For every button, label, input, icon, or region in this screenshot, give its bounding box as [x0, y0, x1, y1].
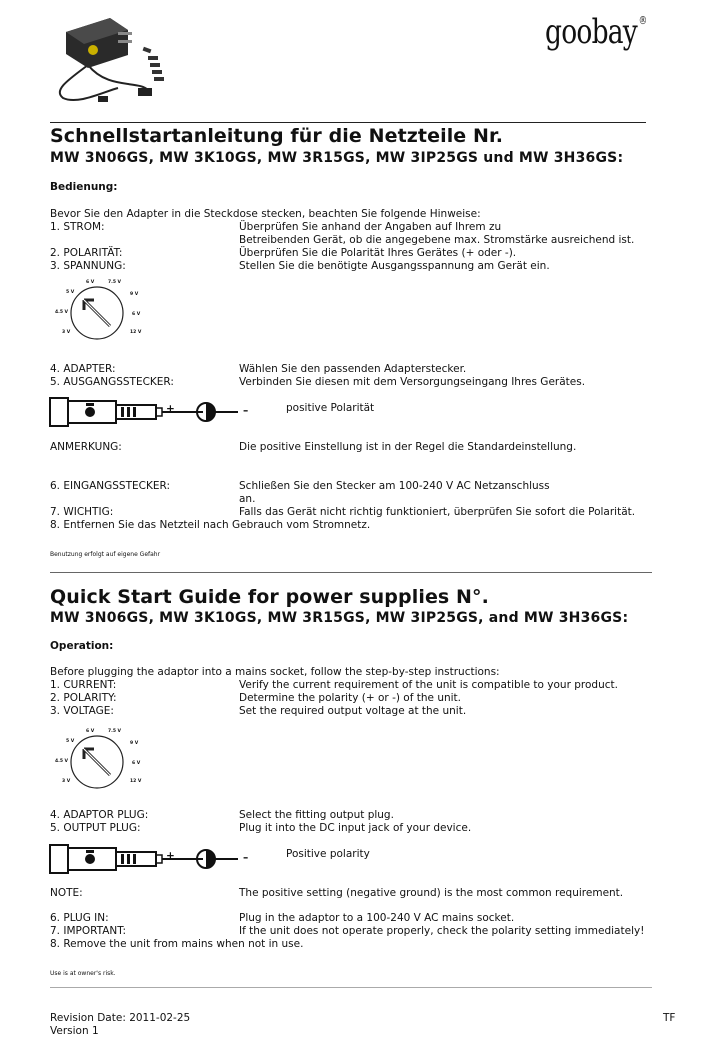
- de-step-1-label: 1. STROM:: [50, 221, 105, 233]
- polarity-plus-symbol: +: [166, 403, 175, 415]
- section-divider: [50, 572, 652, 573]
- en-step-4-label: 4. ADAPTOR PLUG:: [50, 809, 149, 821]
- en-step-7-text: If the unit does not operate properly, check the polarity setting immediately!: [239, 925, 645, 937]
- polarity-diagram: [48, 842, 263, 876]
- en-step-6-label: 6. PLUG IN:: [50, 912, 109, 924]
- brand-logo-text: goobay: [545, 12, 638, 52]
- en-step-2-text: Determine the polarity (+ or -) of the unit.: [239, 692, 462, 704]
- brand-logo: [545, 12, 646, 52]
- de-note-label: ANMERKUNG:: [50, 441, 122, 453]
- de-step-4-label: 4. ADAPTER:: [50, 363, 116, 375]
- en-title: Quick Start Guide for power supplies N°.: [50, 586, 489, 608]
- polarity-minus-symbol: –: [243, 405, 249, 417]
- dial-label-12v: 12 V: [130, 779, 142, 784]
- en-step-1-text: Verify the current requirement of the unit is compatible to your product.: [239, 679, 618, 691]
- de-section-heading: Bedienung:: [50, 181, 118, 193]
- en-note-text: The positive setting (negative ground) is the most common requirement.: [239, 887, 624, 899]
- en-note-label: NOTE:: [50, 887, 83, 899]
- dial-label-6v-right: 6 V: [132, 312, 141, 317]
- en-step-7-label: 7. IMPORTANT:: [50, 925, 127, 937]
- dial-label-9v: 9 V: [130, 292, 139, 297]
- en-step-8: 8. Remove the unit from mains when not in use.: [50, 938, 304, 950]
- de-step-3-label: 3. SPANNUNG:: [50, 260, 126, 272]
- de-step-7-label: 7. WICHTIG:: [50, 506, 114, 518]
- de-step-3-text: Stellen Sie die benötigte Ausgangsspannung am Gerät ein.: [239, 260, 550, 272]
- revision-date: Revision Date: 2011-02-25: [50, 1012, 191, 1024]
- de-step-1-text: Überprüfen Sie anhand der Angaben auf Ihrem zu: [239, 221, 502, 233]
- dial-label-4-5v: 4.5 V: [55, 310, 69, 315]
- de-step-2-text: Überprüfen Sie die Polarität Ihres Gerätes (+ oder -).: [239, 247, 517, 259]
- en-step-2-label: 2. POLARITY:: [50, 692, 117, 704]
- de-step-5-label: 5. AUSGANGSSTECKER:: [50, 376, 174, 388]
- en-models: MW 3N06GS, MW 3K10GS, MW 3R15GS, MW 3IP25GS, and MW 3H36GS:: [50, 610, 629, 626]
- de-note-text: Die positive Einstellung ist in der Regel die Standardeinstellung.: [239, 441, 577, 453]
- polarity-plus-symbol: +: [166, 850, 175, 862]
- en-section-heading: Operation:: [50, 640, 114, 652]
- en-step-5-label: 5. OUTPUT PLUG:: [50, 822, 141, 834]
- de-step-7-text: Falls das Gerät nicht richtig funktioniert, überprüfen Sie sofort die Polarität.: [239, 506, 636, 518]
- de-intro: Bevor Sie den Adapter in die Steckdose stecken, beachten Sie folgende Hinweise:: [50, 208, 481, 220]
- en-step-6-text: Plug in the adaptor to a 100-240 V AC mains socket.: [239, 912, 515, 924]
- en-disclaimer: Use is at owner's risk.: [50, 970, 116, 977]
- de-step-5-text: Verbinden Sie diesen mit dem Versorgungseingang Ihres Gerätes.: [239, 376, 586, 388]
- de-models: MW 3N06GS, MW 3K10GS, MW 3R15GS, MW 3IP25GS und MW 3H36GS:: [50, 150, 624, 166]
- en-step-5-text: Plug it into the DC input jack of your device.: [239, 822, 472, 834]
- voltage-dial: [52, 729, 142, 791]
- de-step-6-text-cont: an.: [239, 493, 256, 505]
- dial-label-3v: 3 V: [62, 779, 71, 784]
- de-disclaimer: Benutzung erfolgt auf eigene Gefahr: [50, 551, 161, 558]
- header-rule: [50, 122, 646, 123]
- voltage-dial: [52, 280, 142, 342]
- dial-label-6v-top: 6 V: [86, 280, 95, 285]
- en-step-4-text: Select the fitting output plug.: [239, 809, 394, 821]
- de-step-6-label: 6. EINGANGSSTECKER:: [50, 480, 170, 492]
- de-step-2-label: 2. POLARITÄT:: [50, 247, 123, 259]
- de-step-4-text: Wählen Sie den passenden Adapterstecker.: [239, 363, 467, 375]
- en-step-3-label: 3. VOLTAGE:: [50, 705, 114, 717]
- en-polarity-caption: Positive polarity: [286, 848, 370, 860]
- dial-label-3v: 3 V: [62, 330, 71, 335]
- dial-label-5v: 5 V: [66, 290, 75, 295]
- dial-label-12v: 12 V: [130, 330, 142, 335]
- de-title: Schnellstartanleitung für die Netzteile Nr.: [50, 125, 504, 147]
- version: Version 1: [50, 1025, 99, 1037]
- dial-label-7-5v: 7.5 V: [108, 729, 122, 734]
- en-step-3-text: Set the required output voltage at the unit.: [239, 705, 467, 717]
- dial-label-7-5v: 7.5 V: [108, 280, 122, 285]
- de-polarity-caption: positive Polarität: [286, 402, 375, 414]
- dial-label-9v: 9 V: [130, 741, 139, 746]
- footer-rule: [50, 987, 652, 988]
- de-step-6-text: Schließen Sie den Stecker am 100-240 V AC Netzanschluss: [239, 480, 550, 492]
- registered-mark: ®: [638, 14, 647, 27]
- en-intro: Before plugging the adaptor into a mains socket, follow the step-by-step instructions:: [50, 666, 500, 678]
- de-step-1-text-cont: Betreibenden Gerät, ob die angegebene max. Stromstärke ausreichend ist.: [239, 234, 635, 246]
- polarity-diagram: [48, 395, 263, 429]
- dial-label-4-5v: 4.5 V: [55, 759, 69, 764]
- product-photo: [48, 10, 178, 110]
- de-step-8: 8. Entfernen Sie das Netzteil nach Gebrauch vom Stromnetz.: [50, 519, 371, 531]
- dial-label-6v-top: 6 V: [86, 729, 95, 734]
- en-step-1-label: 1. CURRENT:: [50, 679, 117, 691]
- dial-label-6v-right: 6 V: [132, 761, 141, 766]
- polarity-minus-symbol: –: [243, 852, 249, 864]
- author-initials: TF: [663, 1012, 676, 1024]
- dial-label-5v: 5 V: [66, 739, 75, 744]
